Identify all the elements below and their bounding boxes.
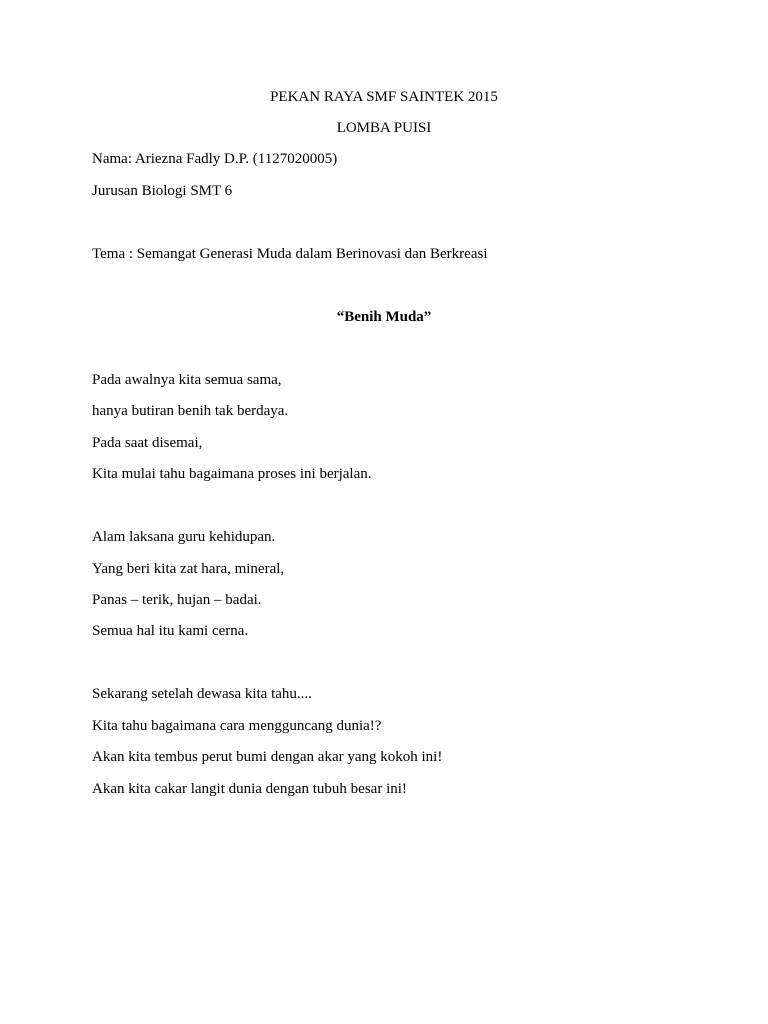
poem-line: Akan kita tembus perut bumi dengan akar yang kokoh ini! [92,749,443,765]
poem-line: Panas – terik, hujan – badai. [92,592,262,608]
poem-line: Semua hal itu kami cerna. [92,623,249,639]
poem-line: Kita mulai tahu bagaimana proses ini berjalan. [92,466,372,482]
poem-line: Alam laksana guru kehidupan. [92,529,276,545]
poem-line: Pada saat disemai, [92,435,203,451]
author-name: Nama: Ariezna Fadly D.P. (1127020005) [92,151,338,167]
poem-line: Kita tahu bagaimana cara mengguncang dunia!? [92,718,382,734]
author-major: Jurusan Biologi SMT 6 [92,183,233,199]
competition-title: LOMBA PUISI [336,120,432,136]
poem-line: Akan kita cakar langit dunia dengan tubuh besar ini! [92,781,407,797]
poem-line: Pada awalnya kita semua sama, [92,372,282,388]
theme-line: Tema : Semangat Generasi Muda dalam Berinovasi dan Berkreasi [92,246,488,262]
poem-line: Yang beri kita zat hara, mineral, [92,561,285,577]
poem-line: hanya butiran benih tak berdaya. [92,403,289,419]
event-title: PEKAN RAYA SMF SAINTEK 2015 [270,89,498,105]
poem-title: “Benih Muda” [336,309,432,325]
poem-line: Sekarang setelah dewasa kita tahu.... [92,686,312,702]
